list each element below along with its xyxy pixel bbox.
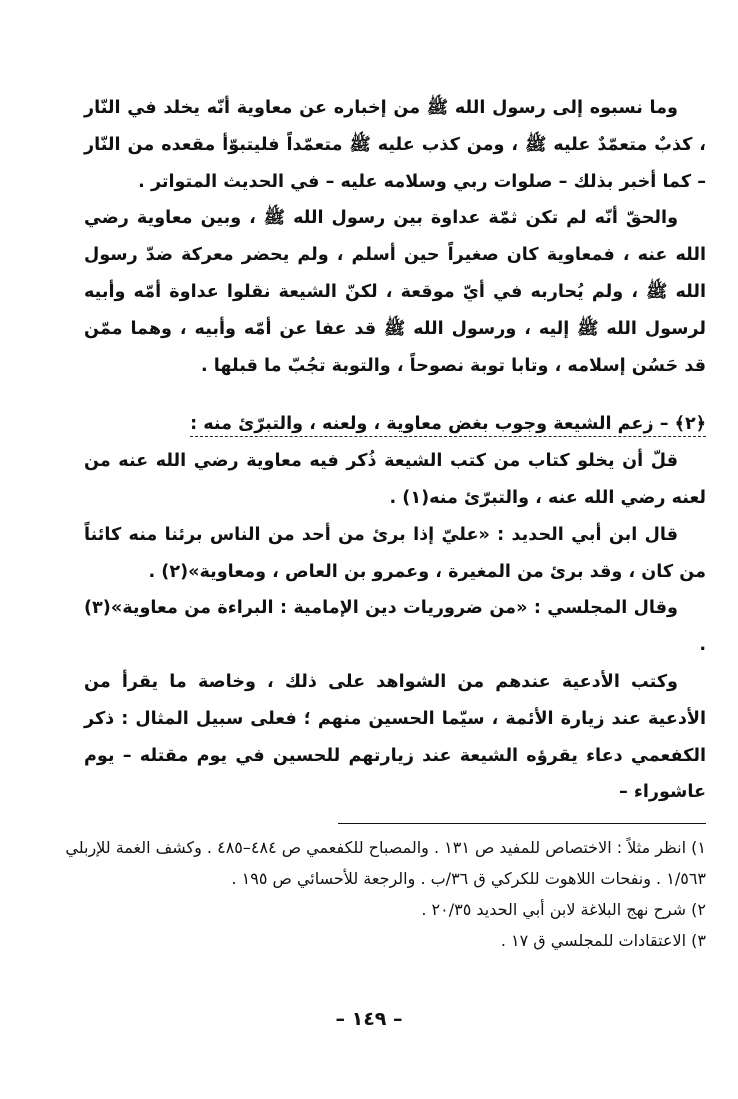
footnote-3: ٣) الاعتقادات للمجلسي ق ١٧ . xyxy=(500,931,706,950)
paragraph-4: قال ابن أبي الحديد : «عليّ إذا برئ من أحد من الناس برئنا منه كائناً من كان ، وقد برئ من المغيرة ، وعمرو بن العاص ، ومعاوية»(٢) . xyxy=(84,524,706,582)
footnote-separator xyxy=(338,823,706,824)
footnotes xyxy=(60,832,706,956)
footnote-2: ٢) شرح نهج البلاغة لابن أبي الحديد ٢٠/٣٥ . xyxy=(421,900,706,919)
main-text xyxy=(84,90,706,811)
section-heading xyxy=(84,406,706,443)
section-heading-text: ﴿٢﴾ – زعم الشيعة وجوب بغض معاوية ، ولعنه ، والتبرّئ منه : xyxy=(190,414,706,437)
paragraph-6: وكتب الأدعية عندهم من الشواهد على ذلك ، وخاصة ما يقرأ من الأدعية عند زيارة الأئمة ، سيّما الحسين منهم ؛ فعلى سبيل المثال : ذكر الكفعمي دعاء يقرؤه الشيعة عند زيارتهم للحسين في يوم مقتله – يوم عاشوراء – xyxy=(84,671,706,803)
paragraph-2: والحقّ أنّه لم تكن ثمّة عداوة بين رسول الله ﷺ ، وبين معاوية رضي الله عنه ، فمعاوية كان صغيراً حين أسلم ، ولم يحضر معركة ضدّ رسول الله ﷺ ، ولم يُحاربه في أيّ موقعة ، لكنّ الشيعة نقلوا عداوة أمّه وأبيه لرسول الله ﷺ إليه ، ورسول الله ﷺ قد عفا عن أمّه وأبيه ، وهما ممّن قد حَسُن إسلامه ، وتابا توبة نصوحاً ، والتوبة تجُبّ ما قبلها . xyxy=(84,208,706,376)
paragraph-3: قلّ أن يخلو كتاب من كتب الشيعة ذُكر فيه معاوية رضي الله عنه من لعنه رضي الله عنه ، والتبرّئ منه(١) . xyxy=(84,451,706,508)
paragraph-1: وما نسبوه إلى رسول الله ﷺ من إخباره عن معاوية أنّه يخلد في النّار ، كذبٌ متعمّدٌ عليه ﷺ ، ومن كذب عليه ﷺ متعمّداً فليتبوّأ مقعده من النّار – كما أخبر بذلك – صلوات ربي وسلامه عليه – في الحديث المتواتر . xyxy=(84,98,706,192)
footnote-1: ١) انظر مثلاً : الاختصاص للمفيد ص ١٣١ . والمصباح للكفعمي ص ٤٨٤–٤٨٥ . وكشف الغمة للإربلي ١/٥٦٣ . ونفحات اللاهوت للكركي ق ٣٦/ب . والرجعة للأحسائي ص ١٩٥ . xyxy=(65,838,706,888)
paragraph-5: وقال المجلسي : «من ضروريات دين الإمامية : البراءة من معاوية»(٣) . xyxy=(84,598,706,656)
page-number: – ١٤٩ – xyxy=(335,1008,403,1030)
